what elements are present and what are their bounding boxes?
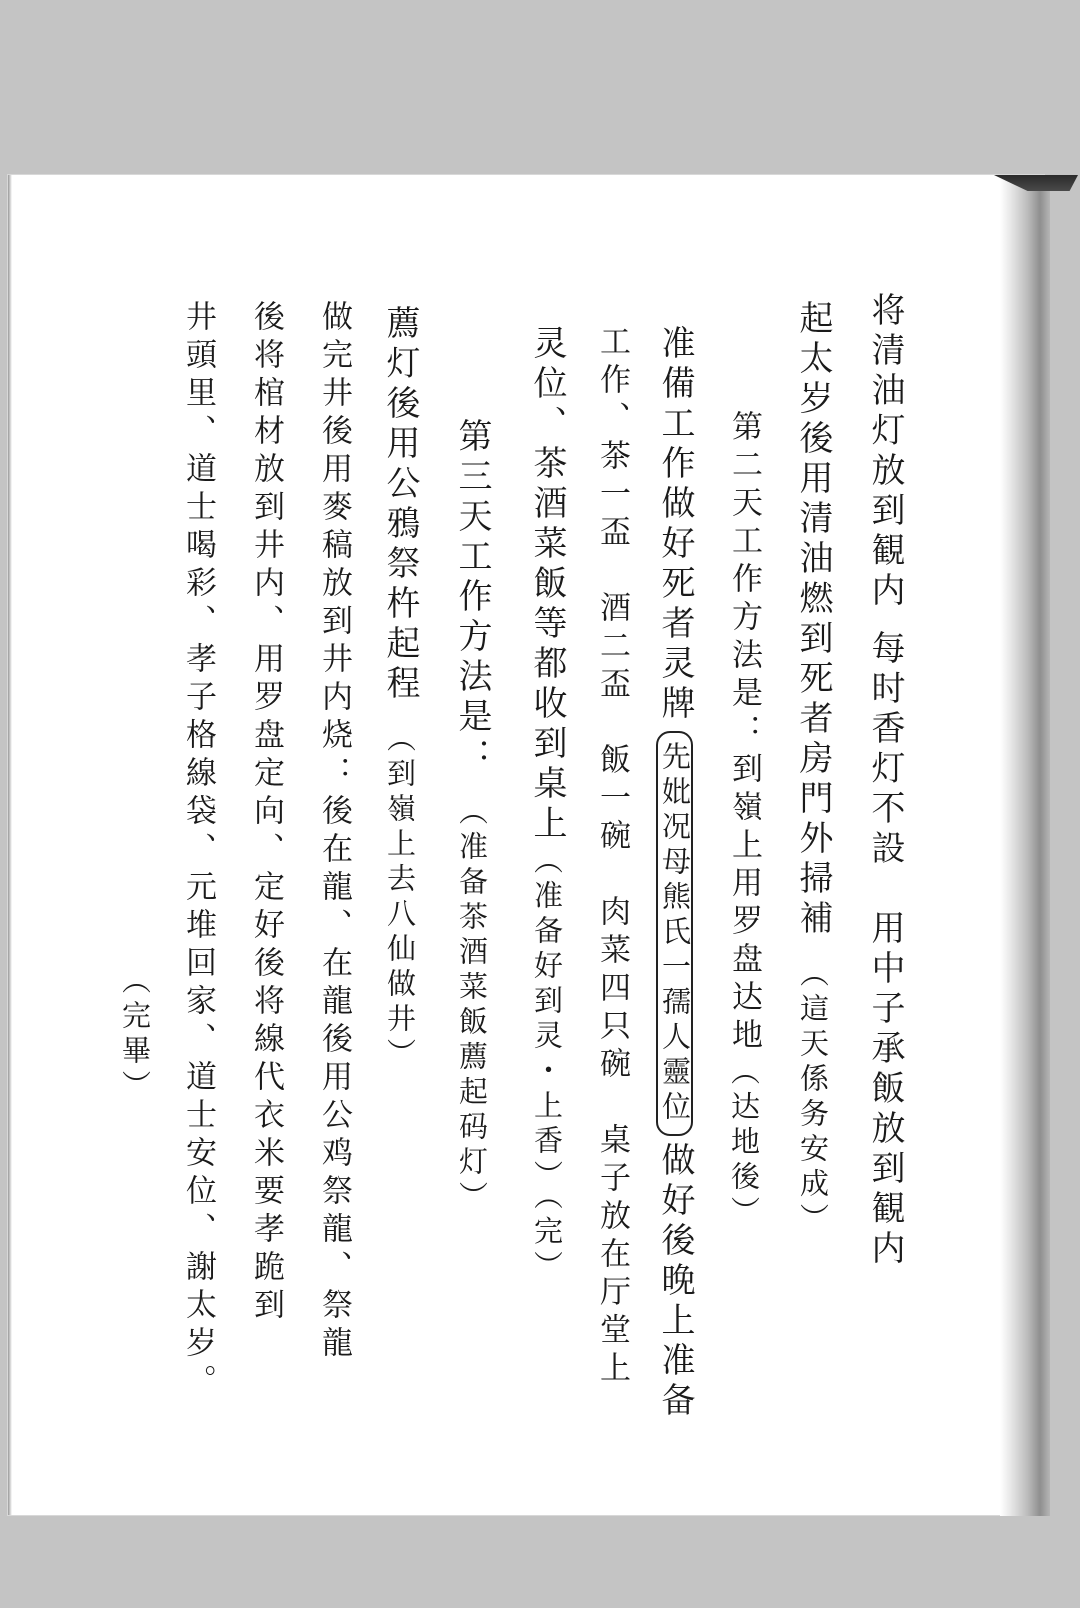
book-spine-shadow xyxy=(1000,178,1050,1516)
column-7-note: （准备茶酒菜飯薦起码灯） xyxy=(455,796,489,1216)
text-column-3 xyxy=(726,410,762,1231)
spirit-tablet-box: 先妣况母熊氏一孺人靈位 xyxy=(656,731,693,1136)
text-column-12 xyxy=(118,965,152,1105)
column-6-note: （准备好到灵・上香）（完） xyxy=(530,845,564,1286)
text-column-1 xyxy=(865,292,905,1270)
text-column-6 xyxy=(527,325,567,1286)
text-column-7 xyxy=(452,418,492,1216)
column-3-note: （达地後） xyxy=(727,1056,761,1231)
text-column-4 xyxy=(656,325,693,1422)
column-12-note: （完畢） xyxy=(118,965,152,1105)
column-8-note: （到嶺上去八仙做井） xyxy=(383,723,417,1073)
text-column-9 xyxy=(316,300,352,1364)
column-8-main: 薦灯後用公鴉祭杵起程 xyxy=(380,305,420,705)
text-column-8 xyxy=(380,305,420,1073)
column-2-main: 起太岁後用清油燃到死者房門外掃補 xyxy=(793,300,833,940)
column-5-main: 工作、茶一盃 酒二盃 飯一碗 肉菜四只碗 桌子放在厅堂上 xyxy=(594,325,630,1389)
column-7-main: 第三天工作方法是： xyxy=(452,418,492,778)
column-9-main: 做完井後用麥稿放到井内烧：後在龍、在龍後用公鸡祭龍、祭龍 xyxy=(316,300,352,1364)
column-4-main: 准備工作做好死者灵牌 xyxy=(655,325,695,725)
page-left-edge xyxy=(8,175,12,1515)
column-11-main: 井頭里、道士喝彩、孝子格線袋、元堆回家、道士安位、謝太岁。 xyxy=(180,300,216,1402)
column-3-main: 第二天工作方法是：到嶺上用罗盘 xyxy=(726,410,762,980)
column-4-rest: 做好後晚上准备 xyxy=(655,1142,695,1422)
column-1-main: 将清油灯放到観内 xyxy=(865,292,905,612)
text-column-11 xyxy=(180,300,216,1402)
text-column-10 xyxy=(248,300,284,1326)
text-column-5 xyxy=(594,325,630,1389)
column-3-rest: 达地 xyxy=(726,980,762,1056)
text-column-2 xyxy=(793,300,833,1238)
column-2-note: （這天係务安成） xyxy=(796,958,830,1238)
column-6-main: 灵位、茶酒菜飯等都收到桌上 xyxy=(527,325,567,845)
column-1-rest: 每时香灯不設 用中子承飯放到観内 xyxy=(865,630,905,1270)
column-10-main: 後将棺材放到井内、用罗盘定向、定好後将線代衣米要孝跪到 xyxy=(248,300,284,1326)
